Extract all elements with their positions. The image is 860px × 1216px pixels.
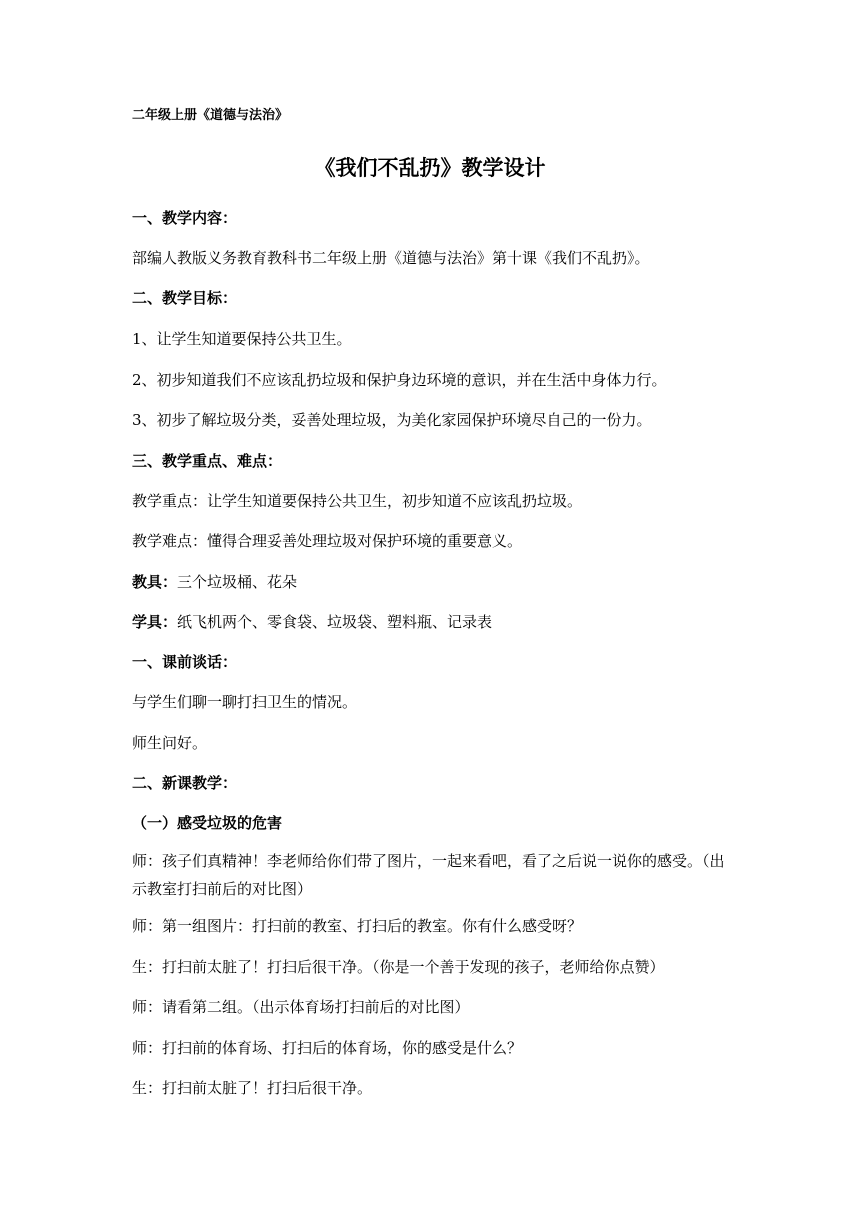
section-heading-goals: 二、教学目标： <box>132 289 238 307</box>
paragraph-5: 师：打扫前的体育场、打扫后的体育场，你的感受是什么？ <box>132 1039 523 1057</box>
learning-aids-label: 学具： <box>132 613 178 631</box>
section-heading-new-lesson: 二、新课教学： <box>132 774 238 792</box>
pre-class-text-1: 与学生们聊一聊打扫卫生的情况。 <box>132 693 358 711</box>
paragraph-3: 生：打扫前太脏了！打扫后很干净。（你是一个善于发现的孩子，老师给你点赞） <box>132 958 665 976</box>
content-text: 部编人教版义务教育教科书二年级上册《道德与法治》第十课《我们不乱扔》。 <box>132 249 650 267</box>
teaching-aids-text: 三个垃圾桶、花朵 <box>177 573 298 591</box>
teaching-aids-label: 教具： <box>132 573 178 591</box>
paragraph-4: 师：请看第二组。（出示体育场打扫前后的对比图） <box>132 998 470 1016</box>
paragraph-6: 生：打扫前太脏了！打扫后很干净。 <box>132 1079 373 1097</box>
learning-aids-text: 纸飞机两个、零食袋、垃圾袋、塑料瓶、记录表 <box>177 613 493 631</box>
learning-aids-line <box>132 612 732 632</box>
pre-class-text-2: 师生问好。 <box>132 734 208 752</box>
key-point-text: 教学重点：让学生知道要保持公共卫生，初步知道不应该乱扔垃圾。 <box>132 492 583 510</box>
teaching-aids-line <box>132 572 732 592</box>
subject-line: 二年级上册《道德与法治》 <box>132 108 289 123</box>
section-heading-content: 一、教学内容： <box>132 209 238 227</box>
paragraph-2: 师：第一组图片：打扫前的教室、打扫后的教室。你有什么感受呀？ <box>132 917 583 935</box>
difficult-point-text: 教学难点：懂得合理妥善处理垃圾对保护环境的重要意义。 <box>132 532 523 550</box>
section-heading-pre-class: 一、课前谈话： <box>132 653 238 671</box>
page-title: 《我们不乱扔》教学设计 <box>314 156 546 180</box>
goal-item-1: 1、让学生知道要保持公共卫生。 <box>132 330 352 348</box>
section-heading-key-points: 三、教学重点、难点： <box>132 452 283 470</box>
part-heading-1: （一）感受垃圾的危害 <box>132 814 283 832</box>
goal-item-2: 2、初步知道我们不应该乱扔垃圾和保护身边环境的意识，并在生活中身体力行。 <box>132 371 667 389</box>
paragraph-1: 师：孩子们真精神！李老师给你们带了图片，一起来看吧，看了之后说一说你的感受。（出示教室打扫前后的对比图） <box>132 852 725 898</box>
goal-item-3: 3、初步了解垃圾分类，妥善处理垃圾，为美化家园保护环境尽自己的一份力。 <box>132 411 652 429</box>
